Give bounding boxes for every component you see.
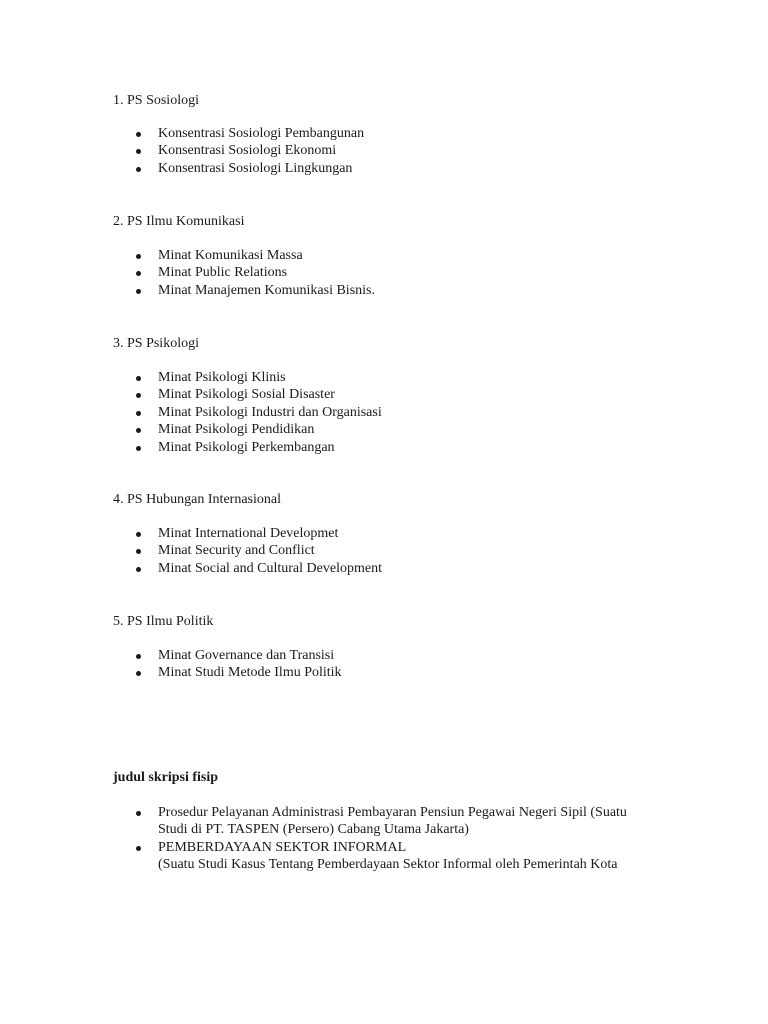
- list-item-text: Minat Psikologi Industri dan Organisasi: [158, 404, 382, 420]
- list-item: [0, 125, 658, 142]
- list-item: [0, 247, 658, 264]
- list-item-text: Prosedur Pelayanan Administrasi Pembayaran Pensiun Pegawai Negeri Sipil (Suatu: [158, 805, 627, 820]
- list-item-text: Minat Psikologi Sosial Disaster: [158, 387, 335, 403]
- list-item: [0, 525, 658, 542]
- bullet-icon: [136, 167, 141, 172]
- section-list-hubungan-internasional: [0, 525, 658, 577]
- list-item-text: Minat Governance dan Transisi: [158, 648, 335, 663]
- list-item: [0, 142, 658, 159]
- list-item-text: Minat Psikologi Pendidikan: [158, 422, 315, 438]
- skripsi-list: [0, 804, 658, 874]
- bullet-icon: [136, 567, 141, 572]
- section-heading-komunikasi: 2. PS Ilmu Komunikasi: [113, 214, 245, 229]
- section-heading-sosiologi: 1. PS Sosiologi: [113, 93, 199, 108]
- bullet-icon: [136, 254, 141, 259]
- list-item-text: PEMBERDAYAAN SEKTOR INFORMAL: [158, 839, 407, 855]
- list-item: [0, 404, 658, 421]
- list-item: [0, 804, 658, 839]
- bullet-icon: [136, 654, 141, 659]
- bullet-icon: [136, 289, 141, 294]
- list-item-text: (Suatu Studi Kasus Tentang Pemberdayaan Sektor Informal oleh Pemerintah Kota: [158, 857, 618, 873]
- section-list-ilmu-politik: [0, 647, 658, 682]
- list-item-text: Konsentrasi Sosiologi Pembangunan: [158, 126, 365, 141]
- list-item: [0, 421, 658, 438]
- list-item-text: Minat Manajemen Komunikasi Bisnis.: [158, 282, 375, 298]
- bullet-icon: [136, 376, 141, 381]
- section-list-sosiologi: [0, 125, 658, 177]
- bullet-icon: [136, 132, 141, 137]
- list-item-text: Minat Psikologi Klinis: [158, 370, 286, 385]
- bullet-icon: [136, 846, 141, 851]
- bullet-icon: [136, 532, 141, 537]
- bullet-icon: [136, 549, 141, 554]
- bullet-icon: [136, 428, 141, 433]
- list-item: [0, 664, 658, 681]
- list-item-text: Minat Studi Metode Ilmu Politik: [158, 665, 342, 681]
- section-list-psikologi: [0, 369, 658, 456]
- list-item-text: Minat Social and Cultural Development: [158, 560, 382, 576]
- list-item: [0, 647, 658, 664]
- list-item-text: Minat Psikologi Perkembangan: [158, 439, 335, 455]
- list-item-text: Minat Security and Conflict: [158, 543, 315, 559]
- list-item: [0, 264, 658, 281]
- section-heading-ilmu-politik: 5. PS Ilmu Politik: [113, 614, 214, 629]
- bullet-icon: [136, 149, 141, 154]
- list-item-text: Konsentrasi Sosiologi Lingkungan: [158, 160, 353, 176]
- list-item: [0, 369, 658, 386]
- list-item-text: Konsentrasi Sosiologi Ekonomi: [158, 143, 337, 159]
- list-item-text: Studi di PT. TASPEN (Persero) Cabang Utama Jakarta): [158, 822, 469, 838]
- section-heading-psikologi: 3. PS Psikologi: [113, 336, 199, 351]
- list-item: [0, 386, 658, 403]
- list-item: [0, 282, 658, 299]
- bullet-icon: [136, 271, 141, 276]
- list-item: [0, 160, 658, 177]
- section-heading-hubungan-internasional: 4. PS Hubungan Internasional: [113, 492, 281, 507]
- section-list-komunikasi: [0, 247, 658, 299]
- skripsi-heading: judul skripsi fisip: [113, 770, 219, 785]
- bullet-icon: [136, 811, 141, 816]
- list-item: [0, 839, 658, 874]
- list-item-text: Minat Komunikasi Massa: [158, 248, 303, 263]
- list-item: [0, 439, 658, 456]
- bullet-icon: [136, 446, 141, 451]
- bullet-icon: [136, 671, 141, 676]
- list-item: [0, 542, 658, 559]
- bullet-icon: [136, 393, 141, 398]
- list-item-text: Minat International Developmet: [158, 526, 339, 541]
- list-item-text: Minat Public Relations: [158, 265, 288, 281]
- bullet-icon: [136, 411, 141, 416]
- list-item: [0, 560, 658, 577]
